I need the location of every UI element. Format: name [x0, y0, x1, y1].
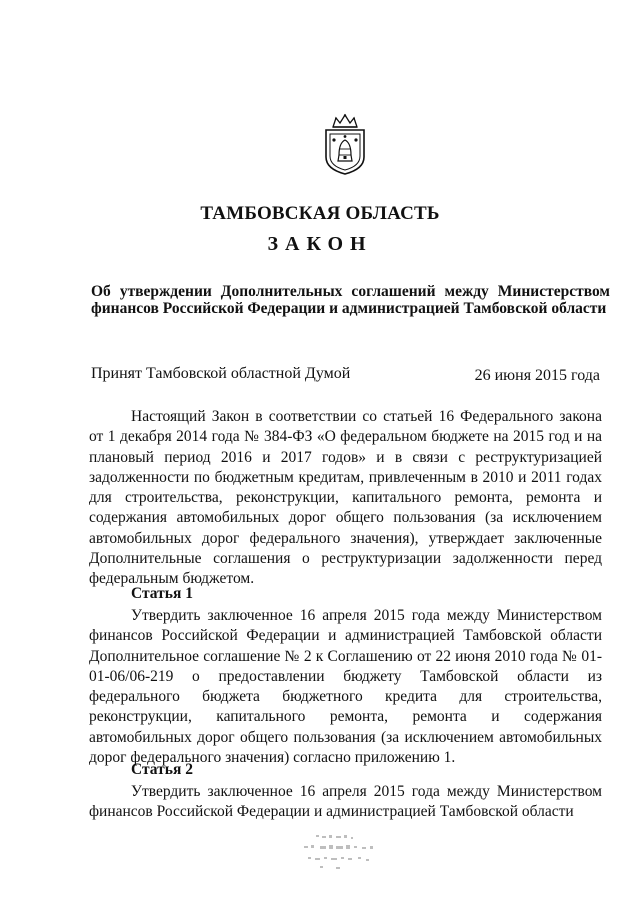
tambov-coat-of-arms-icon	[322, 113, 368, 175]
law-title: Об утверждении Дополнительных соглашений между Министерством финансов Российской Федерации и администрацией Тамбовской области	[91, 283, 610, 317]
faint-stamp-icon	[296, 833, 380, 871]
preamble-paragraph: Настоящий Закон в соответствии со статьей 16 Федерального закона от 1 декабря 2014 года № 384-ФЗ «О федеральном бюджете на 2015 год и на плановый период 2016 и 2017 годов» и в связи с реструктуризацией задолженности по бюджетным кредитам, привлеченным в 2010 и 2011 годах для строительства, реконструкции, капитального ремонта, ремонта и содержания автомобильных дорог общего пользования (за исключением автомобильных дорог федерального значения), утверждает заключенные Дополнительные соглашения о реструктуризации задолженности перед федеральным бюджетом.	[89, 408, 602, 588]
document-type-heading: ЗАКОН	[267, 233, 373, 255]
region-heading: ТАМБОВСКАЯ ОБЛАСТЬ	[200, 203, 440, 224]
article-1-heading: Статья 1	[131, 585, 193, 602]
adopted-by: Принят Тамбовской областной Думой	[91, 365, 351, 382]
article-2-heading: Статья 2	[131, 761, 193, 778]
article-1-text: Утвердить заключенное 16 апреля 2015 года между Министерством финансов Российской Федерации и администрацией Тамбовской области Дополнительное соглашение № 2 к Соглашению от 22 июня 2010 года № 01-01-06/06-219 о предоставлении бюджету Тамбовской области из федерального бюджета бюджетного кредита для строительства, реконструкции, капитального ремонта, ремонта и содержания автомобильных дорог общего пользования (за исключением автомобильных дорог федерального значения) согласно приложению 1.	[89, 607, 602, 767]
adoption-date: 26 июня 2015 года	[474, 367, 600, 384]
article-2-text: Утвердить заключенное 16 апреля 2015 года между Министерством финансов Российской Федерации и администрацией Тамбовской области	[89, 783, 602, 821]
